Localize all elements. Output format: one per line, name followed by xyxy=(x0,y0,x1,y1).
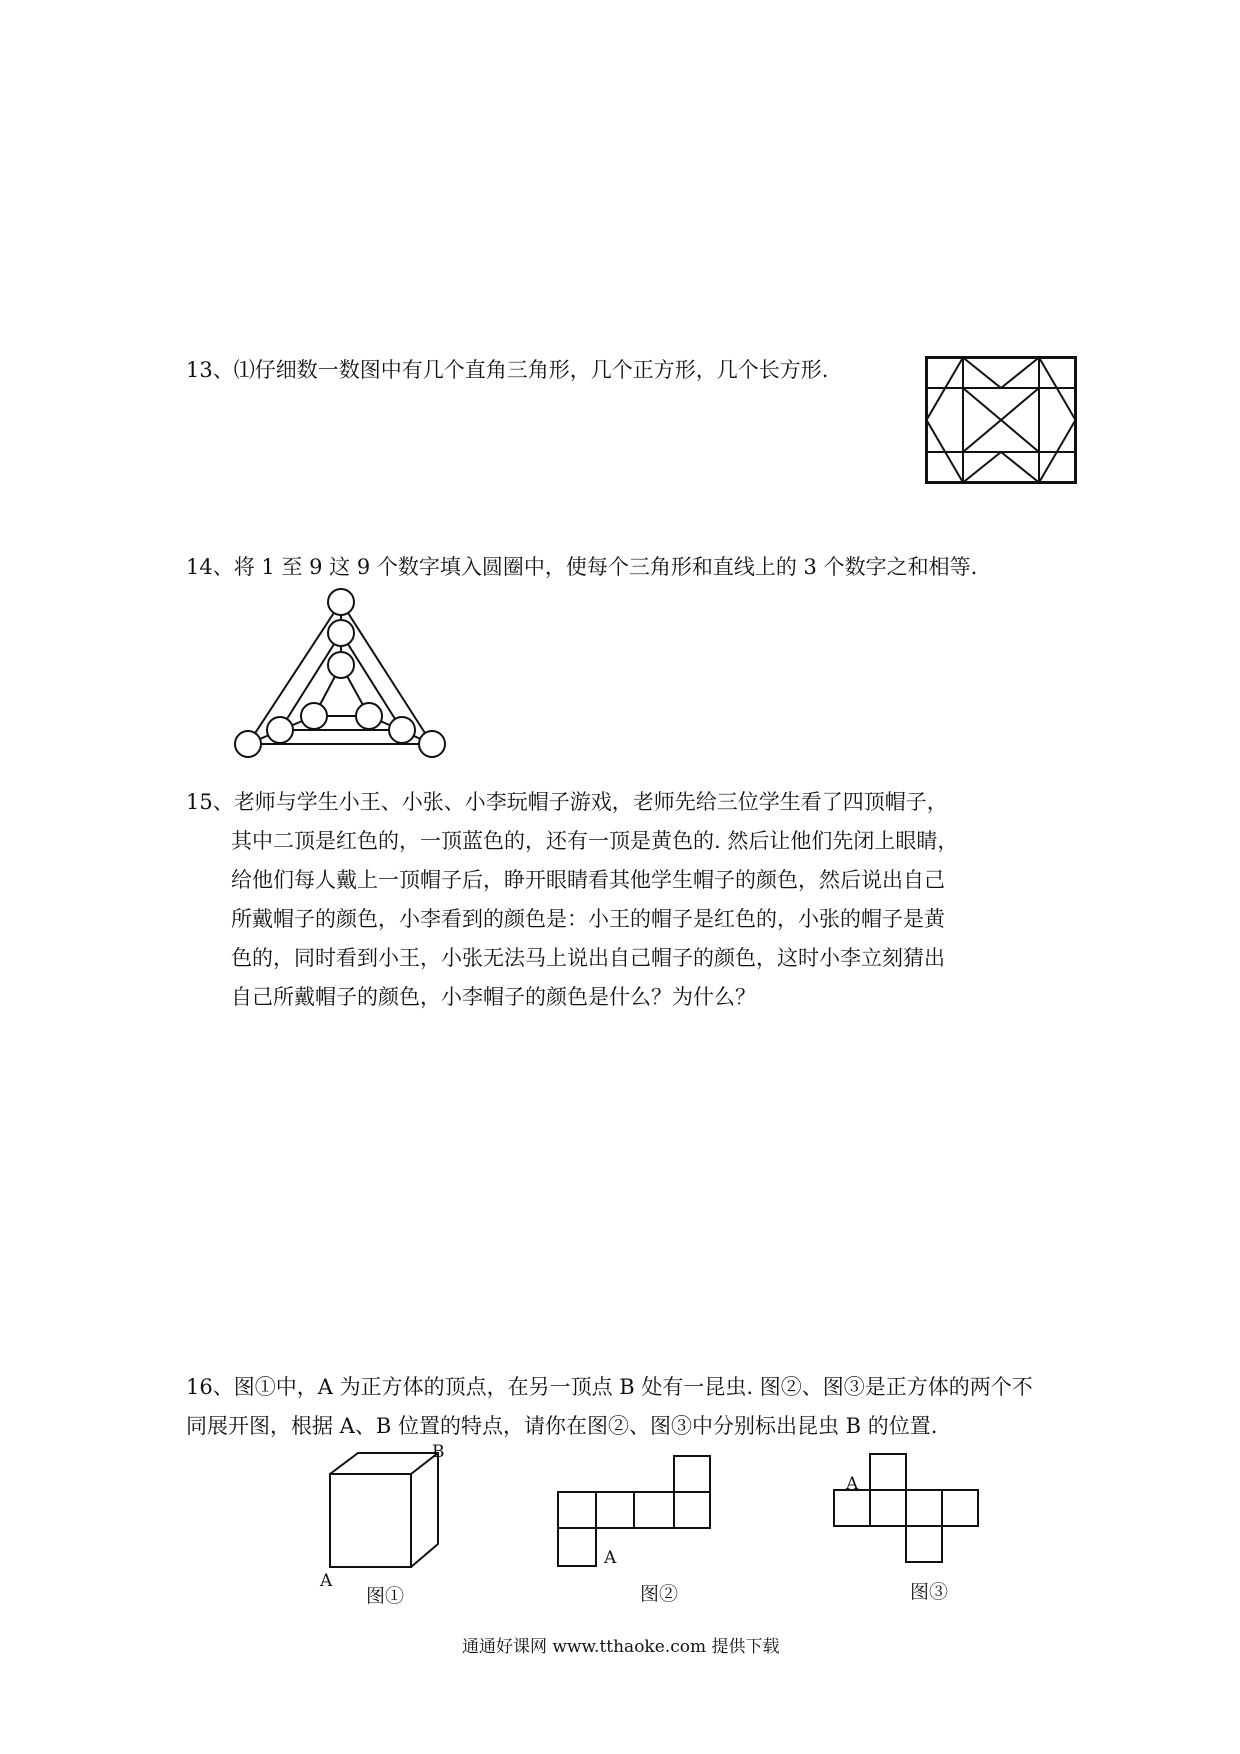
q16-line-1 xyxy=(186,1373,1033,1401)
circle-top-inner xyxy=(328,652,354,678)
fig3-caption: 图③ xyxy=(910,1581,949,1603)
q15-text-1: 老师与学生小王、小张、小李玩帽子游戏，老师先给三位学生看了四顶帽子， xyxy=(233,790,948,814)
q16-figure-2 xyxy=(556,1446,716,1606)
q13-text: ⑴仔细数一数图中有几个直角三角形，几个正方形，几个长方形. xyxy=(233,358,829,382)
q16-line-2: 同展开图，根据 A、B 位置的特点，请你在图②、图③中分别标出昆虫 B 的位置. xyxy=(186,1414,938,1438)
q14-number: 14、 xyxy=(186,555,234,579)
fig2-label-a: A xyxy=(604,1548,617,1568)
q16-number: 16、 xyxy=(186,1375,234,1399)
fig1-label-a: A xyxy=(320,1571,333,1591)
circle-left-outer xyxy=(235,731,261,757)
q14-figure xyxy=(232,588,450,760)
circle-left-inner xyxy=(301,703,327,729)
q15-line-5: 色的，同时看到小王，小张无法马上说出自己帽子的颜色，这时小李立刻猜出 xyxy=(231,946,945,970)
q15-line-6: 自己所戴帽子的颜色，小李帽子的颜色是什么？为什么？ xyxy=(231,985,756,1009)
circle-top-middle xyxy=(328,620,354,646)
fig3-label-a: A xyxy=(846,1474,859,1494)
q15-line-4: 所戴帽子的颜色，小李看到的颜色是：小王的帽子是红色的，小张的帽子是黄 xyxy=(231,907,945,931)
q15-line-2: 其中二顶是红色的，一顶蓝色的，还有一顶是黄色的. 然后让他们先闭上眼睛， xyxy=(231,829,959,853)
q14-text: 将 1 至 9 这 9 个数字填入圆圈中，使每个三角形和直线上的 3 个数字之和相等. xyxy=(233,555,978,579)
q13-line xyxy=(186,356,828,384)
page-footer: 通通好课网 www.tthaoke.com 提供下载 xyxy=(462,1637,780,1657)
circle-right-outer xyxy=(419,731,445,757)
circle-right-inner xyxy=(356,703,382,729)
fig2-caption: 图② xyxy=(640,1583,679,1605)
circle-top-outer xyxy=(328,589,354,615)
fig1-label-b: B xyxy=(432,1442,445,1462)
q15-number: 15、 xyxy=(186,790,234,814)
q16-text-1: 图①中，A 为正方体的顶点，在另一顶点 B 处有一昆虫. 图②、图③是正方体的两个不 xyxy=(233,1375,1033,1399)
q13-figure xyxy=(925,356,1077,484)
q15-line-3: 给他们每人戴上一顶帽子后，睁开眼睛看其他学生帽子的颜色，然后说出自己 xyxy=(231,868,945,892)
fig1-caption: 图① xyxy=(366,1585,405,1607)
q16-figure-1 xyxy=(318,1442,448,1607)
q16-figure-3 xyxy=(830,1446,990,1606)
circle-right-middle xyxy=(389,717,415,743)
q14-line xyxy=(186,553,977,581)
q15-line-1 xyxy=(186,788,948,816)
q13-number: 13、 xyxy=(186,358,234,382)
circle-left-middle xyxy=(267,717,293,743)
